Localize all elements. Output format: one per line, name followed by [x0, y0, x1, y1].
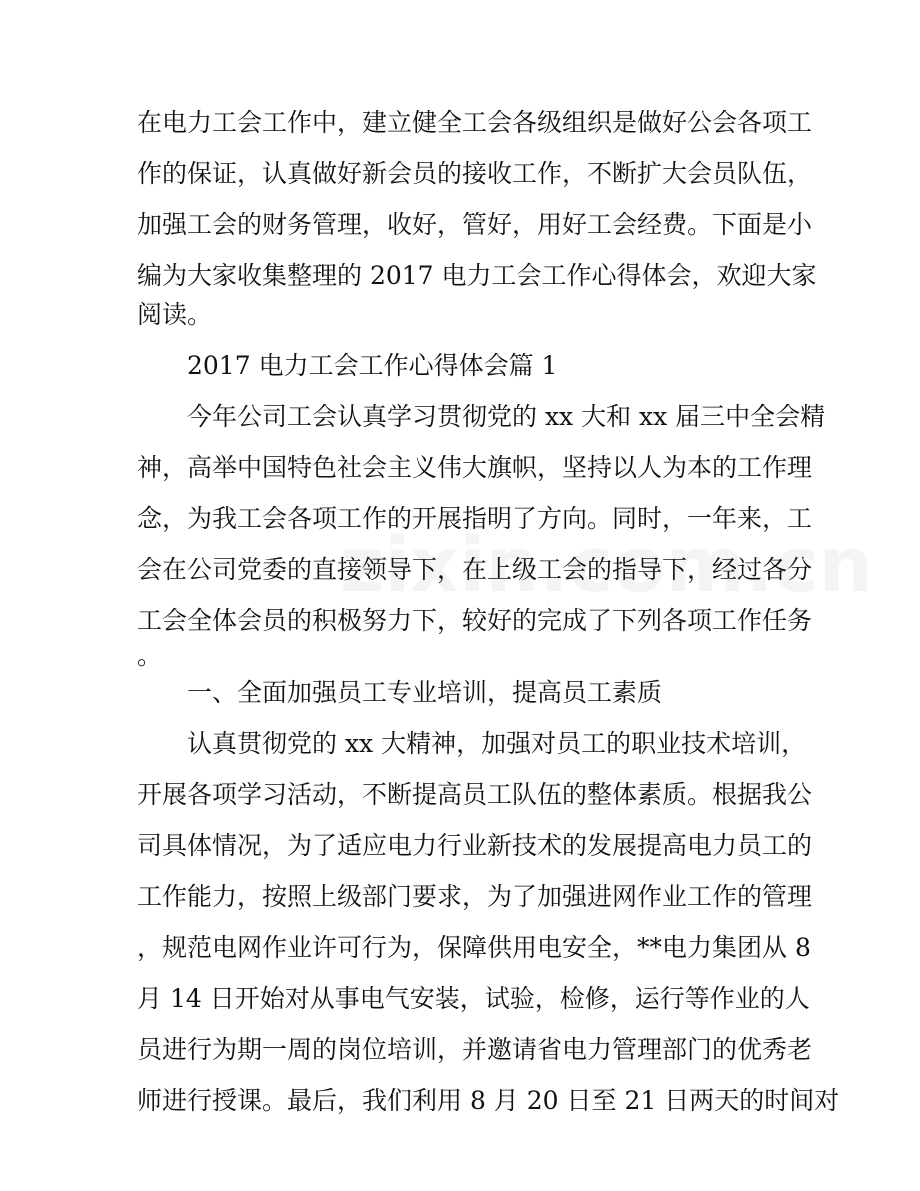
- intro-line-1: 在电力工会工作中，建立健全工会各级组织是做好公会各项工: [137, 108, 813, 137]
- paragraph-2-line-3: 司具体情况，为了适应电力行业新技术的发展提高电力员工的: [137, 831, 813, 860]
- paragraph-1-line-5: 工会全体会员的积极努力下，较好的完成了下列各项工作任务: [137, 606, 813, 635]
- paragraph-2-line-5: ，规范电网作业许可行为，保障供用电安全，**电力集团从 8: [137, 933, 811, 962]
- paragraph-1-line-6: 。: [137, 641, 163, 670]
- paragraph-2-line-2: 开展各项学习活动，不断提高员工队伍的整体素质。根据我公: [137, 780, 813, 809]
- paragraph-1-line-3: 念，为我工会各项工作的开展指明了方向。同时，一年来，工: [137, 504, 813, 533]
- paragraph-2-line-7: 员进行为期一周的岗位培训，并邀请省电力管理部门的优秀老: [137, 1035, 813, 1064]
- paragraph-2-line-6: 月 14 日开始对从事电气安装，试验，检修，运行等作业的人: [137, 984, 810, 1013]
- paragraph-1-line-2: 神，高举中国特色社会主义伟大旗帜，坚持以人为本的工作理: [137, 453, 813, 482]
- intro-line-4: 编为大家收集整理的 2017 电力工会工作心得体会，欢迎大家: [137, 261, 817, 290]
- intro-line-3: 加强工会的财务管理，收好，管好，用好工会经费。下面是小: [137, 210, 813, 239]
- intro-line-5: 阅读。: [137, 300, 213, 329]
- paragraph-2-line-4: 工作能力，按照上级部门要求，为了加强进网作业工作的管理: [137, 882, 813, 911]
- section-title-article-1: 2017 电力工会工作心得体会篇 1: [187, 351, 558, 380]
- paragraph-2-line-8: 师进行授课。最后，我们利用 8 月 20 日至 21 日两天的时间对: [137, 1086, 840, 1115]
- heading-one: 一、全面加强员工专业培训，提高员工素质: [187, 678, 663, 707]
- paragraph-2-line-1: 认真贯彻党的 xx 大精神，加强对员工的职业技术培训，: [187, 729, 807, 758]
- intro-line-2: 作的保证，认真做好新会员的接收工作，不断扩大会员队伍，: [137, 159, 813, 188]
- paragraph-1-line-4: 会在公司党委的直接领导下，在上级工会的指导下，经过各分: [137, 555, 813, 584]
- paragraph-1-line-1: 今年公司工会认真学习贯彻党的 xx 大和 xx 届三中全会精: [187, 402, 826, 431]
